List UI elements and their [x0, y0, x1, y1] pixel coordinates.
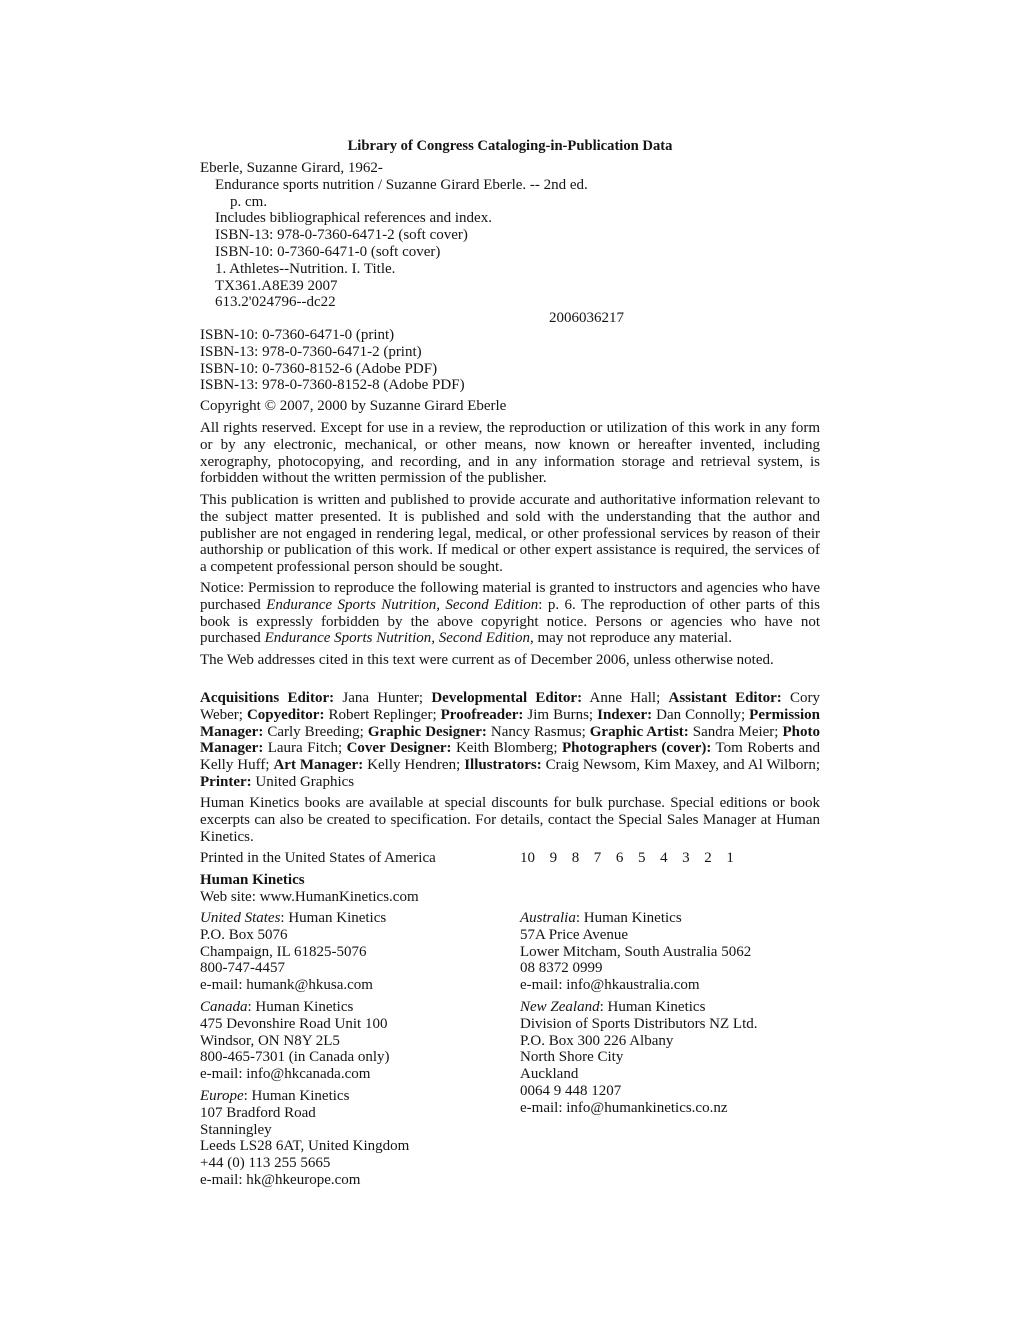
print-count: 1: [726, 850, 734, 866]
print-count: 7: [593, 850, 602, 866]
print-count: 9: [549, 850, 558, 866]
location-line: 57A Price Avenue: [520, 926, 629, 943]
credit-role: Photographers (cover):: [562, 740, 712, 757]
location-line: Champaign, IL 61825-5076: [200, 943, 367, 960]
location-line: Auckland: [520, 1066, 579, 1083]
location-line: North Shore City: [520, 1049, 624, 1066]
location-line: e-mail: info@hkaustralia.com: [520, 977, 700, 994]
location-line: e-mail: info@hkcanada.com: [200, 1066, 371, 1083]
credit-name: United Graphics: [251, 773, 355, 790]
credit-name: Laura Fitch;: [263, 740, 347, 757]
credit-role: Printer:: [200, 773, 252, 790]
location-line: P.O. Box 5076: [200, 926, 288, 943]
notice-text: : p. 6. The reproduction of other parts of this book is expressly forbidden by the above copyright notice. Persons or agencies who have not purchased: [200, 596, 820, 647]
cip-isbn13: ISBN-13: 978-0-7360-6471-2 (soft cover): [215, 227, 468, 244]
credit-role: Permission Manager:: [200, 706, 820, 740]
print-line: [520, 850, 748, 867]
credit-name: Nancy Rasmus;: [486, 723, 590, 740]
copyright-line: Copyright © 2007, 2000 by Suzanne Girard Eberle: [200, 398, 507, 414]
credit-role: Graphic Designer:: [367, 723, 487, 740]
credit-role: Graphic Artist:: [589, 723, 689, 740]
cip-heading: Library of Congress Cataloging-in-Publication Data: [347, 138, 673, 154]
location-heading: [200, 999, 500, 1016]
web-note: The Web addresses cited in this text were current as of December 2006, unless otherwise noted.: [200, 652, 774, 668]
location-line: 107 Bradford Road: [200, 1104, 316, 1121]
location-region: Canada: [200, 998, 248, 1015]
location-heading: [520, 999, 820, 1016]
location-line: 800-465-7301 (in Canada only): [200, 1049, 390, 1066]
location-line: 475 Devonshire Road Unit 100: [200, 1015, 388, 1032]
location-region: New Zealand: [520, 998, 600, 1015]
location-region: Europe: [200, 1087, 244, 1104]
credit-role: Cover Designer:: [346, 740, 452, 757]
publisher-name: Human Kinetics: [200, 872, 305, 888]
credit-name: Kelly Hendren;: [363, 757, 465, 774]
notice-text: Notice: Permission to reproduce the following material is granted to instructors and agencies who have purchased: [200, 580, 820, 613]
credit-role: Art Manager:: [273, 757, 364, 774]
location-entry: [200, 999, 500, 1083]
credit-name: Tom Roberts and Kelly Huff;: [200, 740, 820, 774]
cip-lccn: 2006036217: [549, 310, 624, 326]
book-title: Endurance Sports Nutrition, Second Edition: [264, 630, 530, 647]
cip-author: Eberle, Suzanne Girard, 1962-: [200, 160, 383, 176]
credit-role: Indexer:: [597, 706, 653, 723]
credits-paragraph: [200, 690, 820, 791]
credit-name: Sandra Meier;: [688, 723, 783, 740]
credit-name: Dan Connolly;: [652, 706, 750, 723]
location-line: Leeds LS28 6AT, United Kingdom: [200, 1138, 410, 1155]
cip-record: [200, 160, 820, 311]
credit-name: Jim Burns;: [523, 706, 598, 723]
location-heading: [520, 910, 820, 927]
location-line: 08 8372 0999: [520, 960, 603, 977]
printed-in: Printed in the United States of America: [200, 850, 436, 866]
book-title: Endurance Sports Nutrition, Second Edition: [266, 596, 539, 613]
cip-subject: 1. Athletes--Nutrition. I. Title.: [215, 260, 396, 277]
location-line: Stanningley: [200, 1121, 272, 1138]
locations-left: [200, 910, 500, 1194]
location-heading: [200, 1088, 500, 1105]
location-region: United States: [200, 910, 281, 926]
location-line: Lower Mitcham, South Australia 5062: [520, 943, 752, 960]
credit-name: Jana Hunter;: [334, 690, 432, 706]
print-count: 5: [637, 850, 646, 866]
location-line: e-mail: humank@hkusa.com: [200, 977, 373, 994]
location-line: P.O. Box 300 226 Albany: [520, 1032, 674, 1049]
credit-role: Photo Manager:: [200, 723, 820, 757]
location-entry: [520, 999, 820, 1117]
credit-role: Assistant Editor:: [668, 690, 782, 706]
isbn-line: ISBN-13: 978-0-7360-8152-8 (Adobe PDF): [200, 377, 465, 394]
location-company: : Human Kinetics: [280, 910, 387, 926]
notice-text: , may not reproduce any material.: [529, 630, 732, 647]
isbn-line: ISBN-10: 0-7360-8152-6 (Adobe PDF): [200, 360, 438, 377]
cip-pages: p. cm.: [230, 193, 268, 210]
credit-role: Illustrators:: [464, 757, 542, 774]
location-line: Division of Sports Distributors NZ Ltd.: [520, 1015, 758, 1032]
cip-lc-class: TX361.A8E39 2007: [215, 277, 338, 294]
location-entry: [200, 1088, 500, 1189]
print-count: 3: [682, 850, 690, 866]
publisher-website: Web site: www.HumanKinetics.com: [200, 888, 419, 905]
print-count: 8: [571, 850, 580, 866]
location-line: 0064 9 448 1207: [520, 1082, 622, 1099]
rights-paragraph: All rights reserved. Except for use in a review, the reproduction or utilization of this work in any form or by any electronic, mechanical, or other means, now known or hereafter invented, including xerography, photocopying, and recording, and in any information storage and retrieval system, is forbidden without the written permission of the publisher.: [200, 420, 820, 487]
publication-paragraph: This publication is written and published to provide accurate and authoritative information relevant to the subject matter presented. It is published and sold with the understanding that the author and publisher are not engaged in rendering legal, medical, or other professional services by reason of their authorship or publication of this work. If medical or other expert assistance is required, the services of a competent professional person should be sought.: [200, 492, 820, 576]
bulk-paragraph: Human Kinetics books are available at special discounts for bulk purchase. Special editions or book excerpts can also be created to specification. For details, contact the Special Sales Manager at Human Kinetics.: [200, 795, 820, 845]
credit-name: Keith Blomberg;: [451, 740, 562, 757]
credit-name: Robert Replinger;: [324, 706, 441, 723]
cip-isbn10: ISBN-10: 0-7360-6471-0 (soft cover): [215, 243, 441, 260]
credit-role: Developmental Editor:: [431, 690, 583, 706]
location-company: : Human Kinetics: [575, 910, 682, 926]
location-line: e-mail: info@humankinetics.co.nz: [520, 1099, 728, 1116]
credit-name: Carly Breeding;: [263, 723, 368, 740]
print-count: 10: [520, 850, 535, 866]
location-company: : Human Kinetics: [243, 1087, 350, 1104]
cip-dewey: 613.2'024796--dc22: [215, 294, 336, 311]
isbn-list: [200, 327, 820, 394]
location-line: +44 (0) 113 255 5665: [200, 1155, 331, 1172]
print-count: 6: [615, 850, 624, 866]
credit-name: Craig Newsom, Kim Maxey, and Al Wilborn;: [541, 757, 820, 774]
credit-name: Anne Hall;: [582, 690, 669, 706]
credit-role: Proofreader:: [440, 706, 524, 723]
publisher-block: [200, 872, 820, 906]
location-heading: [200, 910, 500, 927]
cip-includes: Includes bibliographical references and index.: [215, 210, 492, 227]
credit-role: Acquisitions Editor:: [200, 690, 335, 706]
location-line: 800-747-4457: [200, 960, 285, 977]
location-entry: [520, 910, 820, 994]
print-count: 2: [704, 850, 712, 866]
print-count: 4: [660, 850, 668, 866]
credit-role: Copyeditor:: [246, 706, 325, 723]
cip-title-line: Endurance sports nutrition / Suzanne Girard Eberle. -- 2nd ed.: [215, 176, 588, 193]
locations-right: [520, 910, 820, 1122]
location-company: : Human Kinetics: [247, 998, 354, 1015]
location-entry: [200, 910, 500, 994]
location-company: : Human Kinetics: [599, 998, 706, 1015]
notice-paragraph: [200, 580, 820, 647]
isbn-line: ISBN-13: 978-0-7360-6471-2 (print): [200, 343, 422, 360]
isbn-line: ISBN-10: 0-7360-6471-0 (print): [200, 327, 395, 343]
location-line: Windsor, ON N8Y 2L5: [200, 1032, 340, 1049]
location-line: e-mail: hk@hkeurope.com: [200, 1171, 361, 1188]
credit-name: Cory Weber;: [200, 690, 820, 723]
location-region: Australia: [520, 910, 576, 926]
